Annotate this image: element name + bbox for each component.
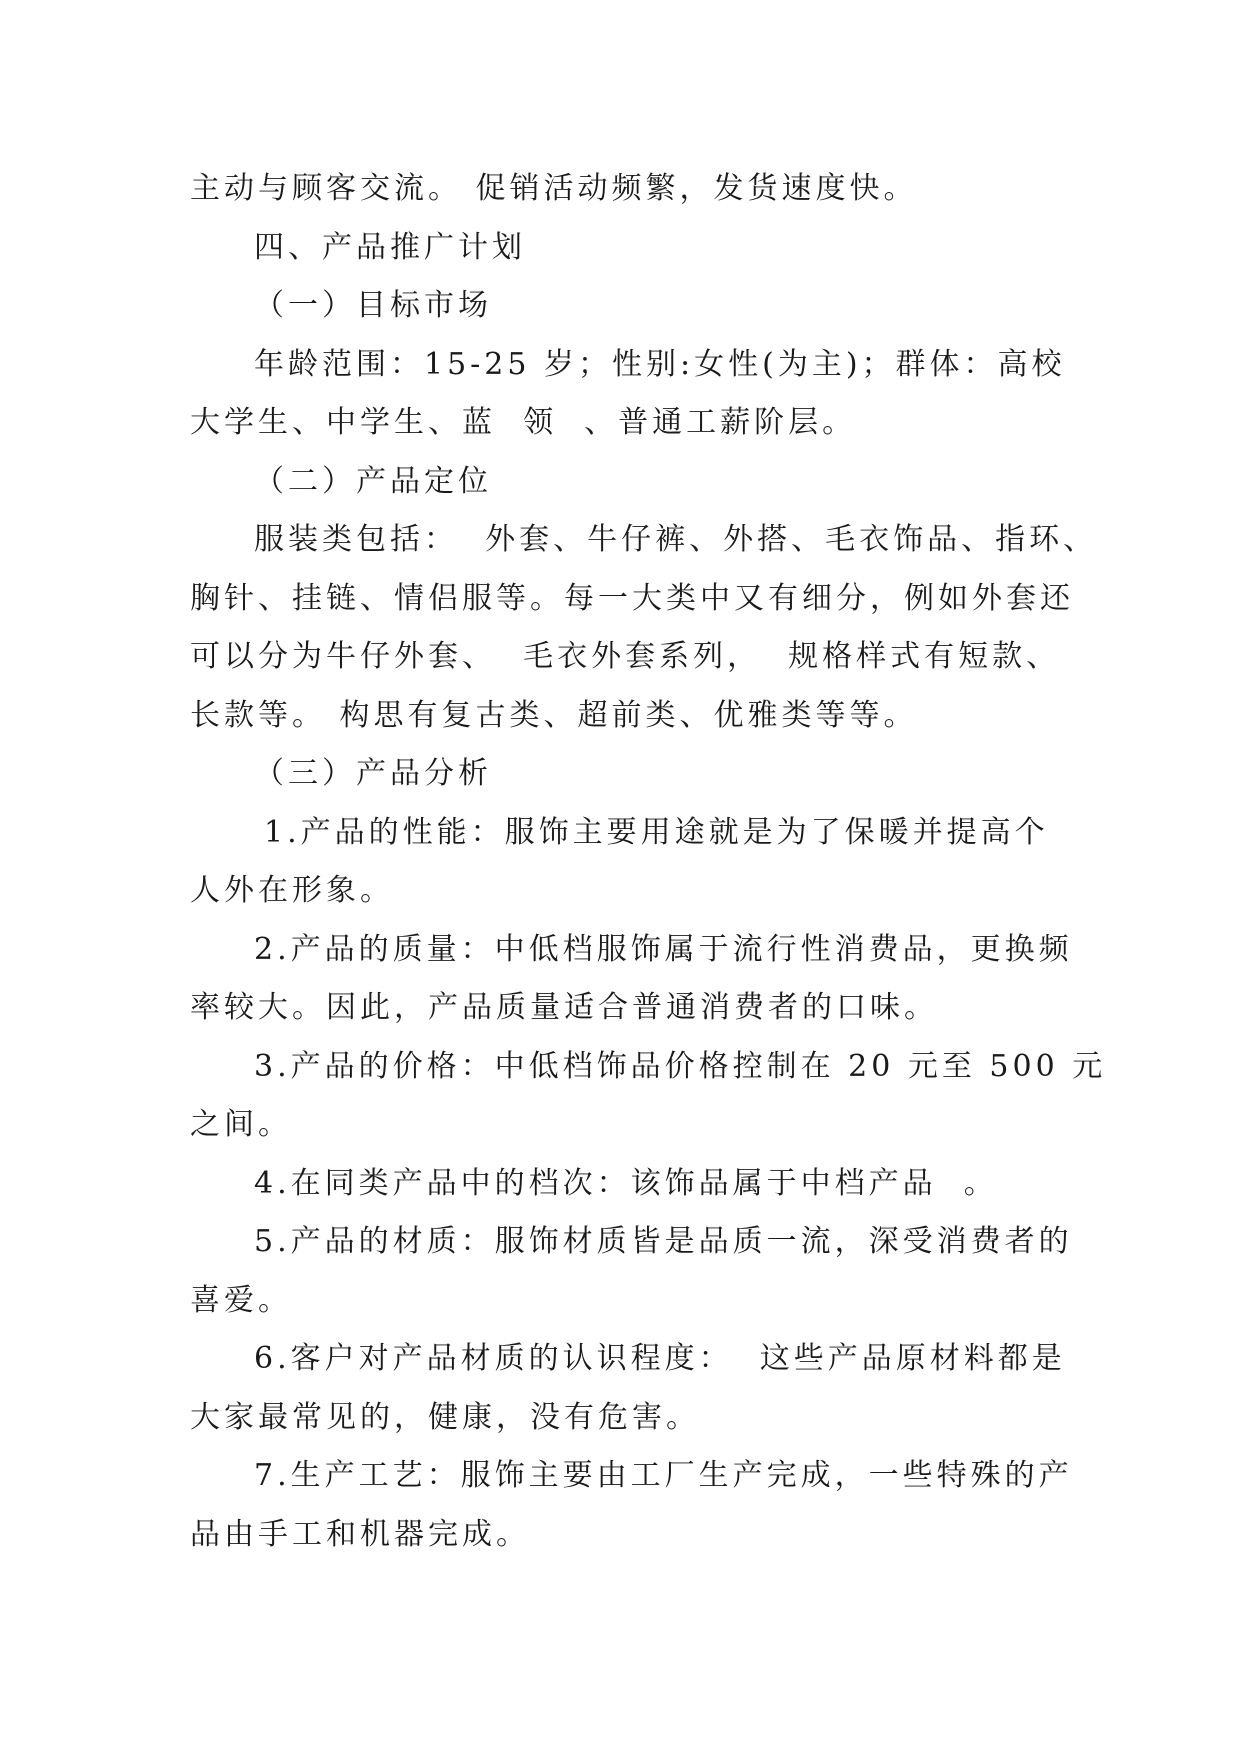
text-line: 之间。 — [190, 1107, 292, 1142]
text-line: 大家最常见的，健康，没有危害。 — [190, 1399, 700, 1435]
text-line: 人外在形象。 — [190, 873, 394, 908]
list-item: 5.产品的材质：服饰材质皆是品质一流，深受消费者的 — [254, 1224, 1073, 1259]
list-item: 6.客户对产品材质的认识程度： 这些产品原材料都是 — [254, 1341, 1066, 1376]
text-line: 喜爱。 — [190, 1282, 292, 1318]
list-item: 7.生产工艺：服饰主要由工厂生产完成，一些特殊的产 — [254, 1458, 1073, 1493]
text-line: 大学生、中学生、蓝 领 、普通工薪阶层。 — [190, 405, 857, 440]
subsection-heading: （三）产品分析 — [254, 756, 492, 791]
document-body — [190, 160, 1107, 1564]
text-line: 主动与顾客交流。 促销活动频繁，发货速度快。 — [190, 171, 918, 206]
text-line: 率较大。因此，产品质量适合普通消费者的口味。 — [190, 990, 938, 1025]
list-item: 3.产品的价格：中低档饰品价格控制在 20 元至 500 元 — [254, 1048, 1107, 1084]
list-item: 4.在同类产品中的档次：该饰品属于中档产品 。 — [254, 1165, 998, 1201]
subsection-heading: （一）目标市场 — [254, 288, 492, 323]
text-line: 年龄范围：15-25 岁；性别:女性(为主)；群体：高校 — [254, 346, 1066, 382]
text-line: 可以分为牛仔外套、 毛衣外套系列， 规格样式有短款、 — [190, 639, 1061, 674]
subsection-heading: （二）产品定位 — [254, 463, 492, 499]
list-item: 2.产品的质量：中低档服饰属于流行性消费品，更换频 — [254, 931, 1073, 967]
text-line: 胸针、挂链、情侣服等。每一大类中又有细分，例如外套还 — [190, 580, 1074, 616]
text-line: 品由手工和机器完成。 — [190, 1516, 530, 1552]
text-line: 长款等。 构思有复古类、超前类、优雅类等等。 — [190, 697, 918, 733]
list-item: 1.产品的性能：服饰主要用途就是为了保暖并提高个 — [264, 814, 1049, 850]
section-heading: 四、产品推广计划 — [254, 229, 526, 265]
text-line: 服装类包括： 外套、牛仔裤、外搭、毛衣饰品、指环、 — [254, 522, 1098, 557]
